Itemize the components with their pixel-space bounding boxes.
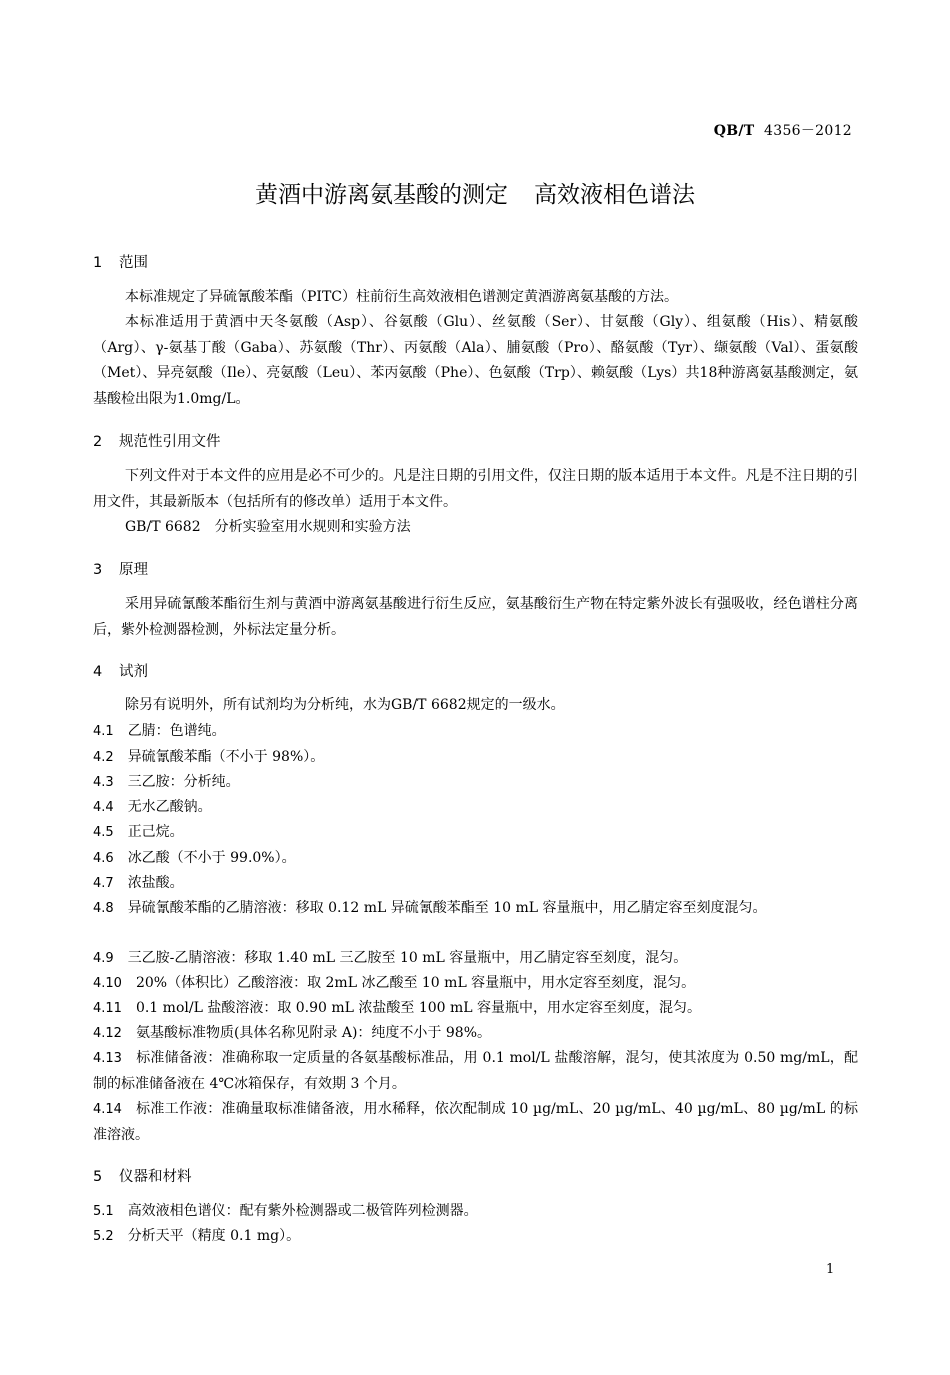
section-2-heading (93, 430, 221, 451)
section-5-heading (93, 1165, 192, 1186)
item-text: 标准储备液：准确称取一定质量的各氨基酸标准品，用 0.1 mol/L 盐酸溶解，混匀，使其浓度为 0.50 mg/mL，配制的标准储备液在 4℃冰箱保存，有效期 3 个月。 (93, 1050, 858, 1092)
section-1-heading (93, 251, 148, 272)
item-number: 4.4 (93, 800, 114, 815)
item-text: 浓盐酸。 (127, 875, 184, 891)
item-number: 4.6 (93, 851, 114, 866)
item-number: 4.7 (93, 876, 114, 891)
standard-code: 4356－2012 (764, 123, 852, 139)
page-number: 1 (826, 1262, 835, 1277)
section-title: 规范性引用文件 (119, 434, 221, 450)
item-number: 5.1 (93, 1204, 114, 1219)
instrument-item (93, 1199, 858, 1225)
standard-number (714, 120, 852, 140)
title-part-2: 高效液相色谱法 (534, 182, 695, 208)
item-number: 4.5 (93, 825, 114, 840)
item-text: 0.1 mol/L 盐酸溶液：取 0.90 mL 浓盐酸至 100 mL 容量瓶中，用水定容至刻度，混匀。 (135, 1000, 702, 1016)
section-1-paragraph-1: 本标准规定了异硫氰酸苯酯（PITC）柱前衍生高效液相色谱测定黄酒游离氨基酸的方法。 (125, 289, 678, 305)
item-text: 20%（体积比）乙酸溶液：取 2mL 冰乙酸至 10 mL 容量瓶中，用水定容至刻度，混匀。 (135, 975, 696, 991)
reagent-item (93, 971, 858, 997)
section-title: 试剂 (119, 664, 148, 680)
item-number: 4.3 (93, 775, 114, 790)
item-number: 5.2 (93, 1229, 114, 1244)
section-title: 仪器和材料 (119, 1169, 192, 1185)
section-1-paragraph-2: 本标准适用于黄酒中天冬氨酸（Asp）、谷氨酸（Glu）、丝氨酸（Ser）、甘氨酸（Gly）、组氨酸（His）、精氨酸（Arg）、γ-氨基丁酸（Gaba）、苏氨酸（Thr）、丙氨酸（Ala）、脯氨酸（Pro）、酪氨酸（Tyr）、缬氨酸（Val）、蛋氨酸（Met）、异亮氨酸（Ile）、亮氨酸（Leu）、苯丙氨酸（Phe）、色氨酸（Trp）、赖氨酸（Lys）共18种游离氨基酸测定，氨基酸检出限为1.0mg/L。 (93, 314, 858, 407)
reagent-item (93, 820, 858, 846)
section-number: 3 (93, 562, 103, 578)
section-3-heading (93, 558, 148, 579)
document-title (0, 176, 950, 209)
normative-reference: GB/T 6682 分析实验室用水规则和实验方法 (125, 519, 411, 535)
item-text: 正己烷。 (127, 824, 184, 840)
reagent-item (93, 770, 858, 796)
section-title: 范围 (119, 255, 148, 271)
item-text: 氨基酸标准物质(具体名称见附录 A)：纯度不小于 98%。 (135, 1025, 492, 1041)
section-number: 1 (93, 255, 103, 271)
section-number: 4 (93, 664, 103, 680)
reagent-item (93, 1097, 858, 1148)
reagent-item (93, 795, 858, 821)
reagent-item (93, 871, 858, 897)
item-text: 乙腈：色谱纯。 (127, 723, 226, 739)
item-number: 4.13 (93, 1051, 122, 1066)
reagent-item (93, 896, 858, 922)
item-text: 三乙胺：分析纯。 (127, 774, 240, 790)
item-number: 4.12 (93, 1026, 122, 1041)
section-4-heading (93, 660, 148, 681)
item-number: 4.8 (93, 901, 114, 916)
item-text: 三乙胺-乙腈溶液：移取 1.40 mL 三乙胺至 10 mL 容量瓶中，用乙腈定容至刻度，混匀。 (127, 950, 688, 966)
reagent-item (93, 719, 858, 745)
instrument-item (93, 1224, 858, 1250)
title-part-1: 黄酒中游离氨基酸的测定 (255, 182, 508, 208)
item-text: 分析天平（精度 0.1 mg）。 (127, 1228, 301, 1244)
reagent-item (93, 846, 858, 872)
reagent-item (93, 996, 858, 1022)
section-3-paragraph-1: 采用异硫氰酸苯酯衍生剂与黄酒中游离氨基酸进行衍生反应，氨基酸衍生产物在特定紫外波长有强吸收，经色谱柱分离后，紫外检测器检测，外标法定量分析。 (93, 596, 858, 638)
item-text: 冰乙酸（不小于 99.0%）。 (127, 850, 296, 866)
item-text: 标准工作液：准确量取标准储备液，用水稀释，依次配制成 10 µg/mL、20 µg/mL、40 µg/mL、80 µg/mL 的标准溶液。 (93, 1101, 858, 1143)
section-2-paragraph-1: 下列文件对于本文件的应用是必不可少的。凡是注日期的引用文件，仅注日期的版本适用于本文件。凡是不注日期的引用文件，其最新版本（包括所有的修改单）适用于本文件。 (93, 468, 858, 510)
item-text: 异硫氰酸苯酯（不小于 98%）。 (127, 749, 325, 765)
item-text: 异硫氰酸苯酯的乙腈溶液：移取 0.12 mL 异硫氰酸苯酯至 10 mL 容量瓶中，用乙腈定容至刻度混匀。 (127, 900, 767, 916)
item-number: 4.11 (93, 1001, 122, 1016)
standard-prefix: QB/T (713, 123, 755, 139)
reagent-item (93, 1021, 858, 1047)
item-text: 无水乙酸钠。 (127, 799, 212, 815)
section-number: 2 (93, 434, 103, 450)
reagent-item (93, 946, 858, 972)
item-number: 4.10 (93, 976, 122, 991)
item-text: 高效液相色谱仪：配有紫外检测器或二极管阵列检测器。 (127, 1203, 478, 1219)
item-number: 4.9 (93, 951, 114, 966)
section-4-intro: 除另有说明外，所有试剂均为分析纯，水为GB/T 6682规定的一级水。 (125, 697, 565, 713)
section-title: 原理 (119, 562, 148, 578)
item-number: 4.1 (93, 724, 114, 739)
item-number: 4.2 (93, 750, 114, 765)
reagent-item (93, 745, 858, 771)
reagent-item (93, 1046, 858, 1097)
item-number: 4.14 (93, 1102, 122, 1117)
section-number: 5 (93, 1169, 103, 1185)
